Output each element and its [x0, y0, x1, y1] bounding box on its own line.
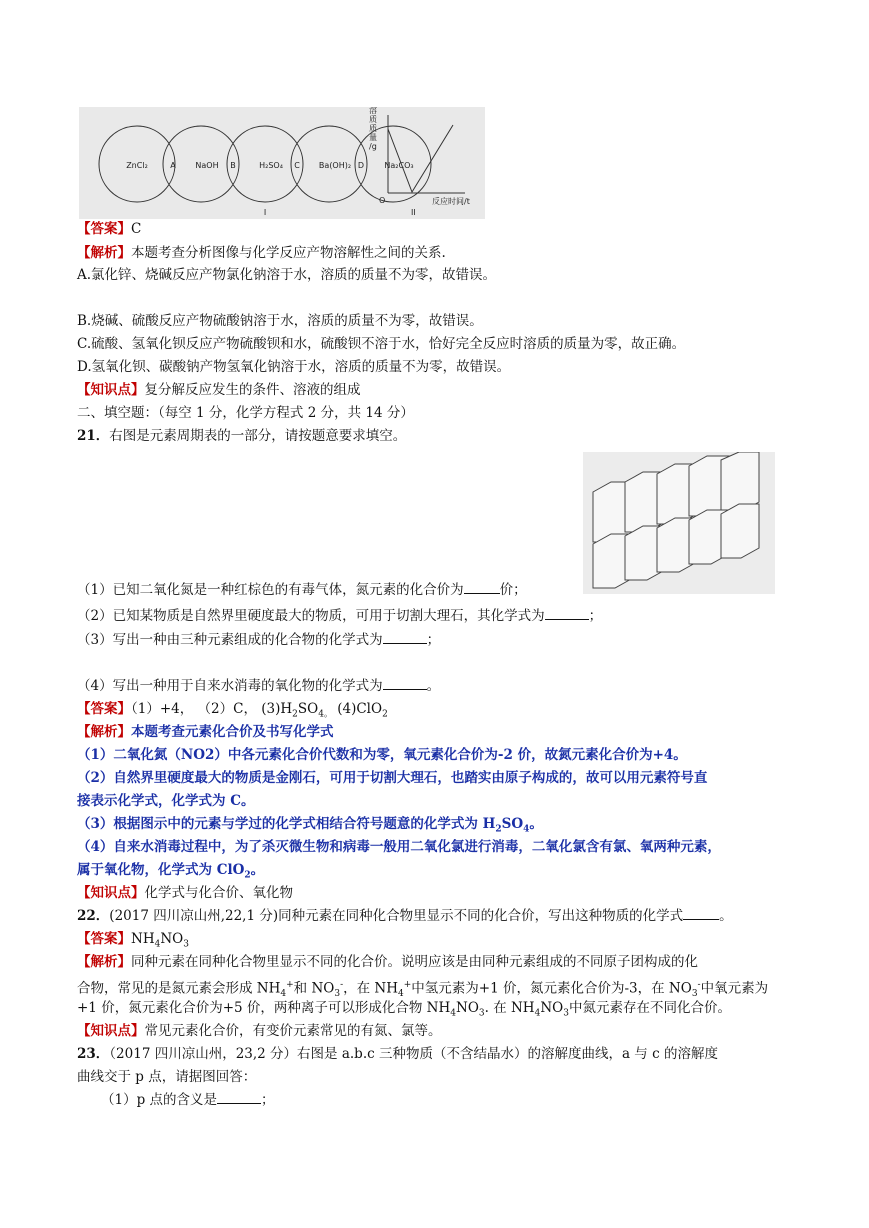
q21-sub-2: [77, 607, 602, 625]
q21-sub-3: [77, 631, 440, 649]
question-number: 21．: [77, 428, 110, 444]
q22-knowledge-point: [77, 1022, 442, 1040]
text-part: 。: [250, 862, 265, 878]
text-part: ，在 NH: [343, 980, 399, 997]
circle-label-5: Na₂CO₃: [384, 161, 414, 170]
sub-4-end: 。: [426, 678, 441, 694]
text-part: 和 NO: [293, 980, 335, 997]
text-part: 。: [529, 816, 543, 832]
question-number: 23．: [77, 1046, 110, 1062]
mass-curve: [388, 125, 453, 192]
subscript: 3: [183, 939, 189, 950]
sub-2-text: （2）已知某物质是自然界里硬度最大的物质，可用于切割大理石，其化学式为: [77, 608, 545, 624]
analysis-text: 本题考查分析图像与化学反应产物溶解性之间的关系.: [131, 245, 446, 261]
superscript: +: [403, 980, 412, 990]
superscript: -: [697, 980, 701, 990]
kp-tag: 【知识点】: [77, 885, 145, 901]
gap-label-b: B: [230, 161, 236, 170]
q23-stem-2: 曲线交于 p 点，请据图回答：: [77, 1069, 257, 1085]
text-part: 中氧元素为: [700, 980, 769, 997]
answer-part: NH: [131, 931, 155, 947]
block-bottom-5: [721, 504, 759, 558]
q22-answer: [77, 930, 189, 954]
q21-answer: [77, 700, 388, 724]
sub-1-end: 价；: [499, 582, 527, 598]
sub-1-text: （1）p 点的含义是: [101, 1092, 218, 1108]
circle-label-3: H₂SO₄: [259, 161, 283, 170]
x-axis-label: 反应时间/t: [432, 197, 470, 206]
answer-blank-3[interactable]: [383, 631, 427, 644]
subscript: 3: [563, 1008, 569, 1019]
analysis-tag: 【解析】: [77, 724, 131, 740]
kp-text: 化学式与化合价、氧化物: [144, 885, 293, 901]
sub-1-end: ；: [261, 1092, 275, 1108]
text-part: 中氢元素为+1 价，氮元素化合价为-3，在 NO: [411, 980, 692, 997]
sub-3-text: （3）写出一种由三种元素组成的化合物的化学式为: [77, 632, 383, 648]
superscript: +: [286, 980, 294, 990]
reaction-figure: [79, 107, 485, 219]
subscript: 4: [523, 824, 530, 835]
answer-part: NO: [160, 931, 184, 947]
circle-label-2: NaOH: [195, 161, 219, 170]
gap-label-c: C: [294, 161, 300, 170]
kp-tag: 【知识点】: [77, 1023, 145, 1039]
answer-blank-4[interactable]: [383, 677, 427, 690]
question-text: 右图是元素周期表的一部分，请按题意要求填空。: [109, 428, 407, 444]
q21-analysis-3: [77, 815, 543, 839]
figure-label-i: I: [263, 208, 267, 217]
subscript: 4: [450, 1008, 456, 1019]
answer-part: (4)ClO: [332, 701, 383, 717]
q21-knowledge-point: [77, 884, 293, 902]
analysis-tag: 【解析】: [77, 245, 131, 261]
analysis-text: 本题考查元素化合价及书写化学式: [131, 724, 334, 740]
text-part: NO: [456, 1000, 479, 1016]
kp-text: 复分解反应发生的条件、溶液的组成: [144, 382, 361, 398]
subscript: 3: [334, 989, 341, 1000]
section-2-heading: 二、填空题：（每空 1 分，化学方程式 2 分，共 14 分）: [77, 405, 414, 421]
q20-option-b: B.烧碱、硫酸反应产物硫酸钠溶于水，溶质的质量不为零，故错误。: [77, 313, 483, 329]
subscript: 2: [292, 709, 298, 720]
figure-label-ii: II: [411, 208, 416, 217]
text-part: SO: [501, 816, 524, 832]
question-number: 22．: [77, 908, 110, 924]
subscript: 4。: [318, 709, 333, 720]
q21-analysis-4b: [77, 861, 264, 885]
question-end: 。: [719, 908, 733, 924]
q23-stem-1: [77, 1045, 718, 1063]
circle-label-1: ZnCl₂: [126, 161, 148, 170]
q20-analysis: [77, 244, 446, 262]
text-part: （3）根据图示中的元素与学过的化学式相结合符号题意的化学式为 H: [77, 816, 496, 832]
subscript: 2: [244, 870, 251, 881]
q21-sub-1: [77, 581, 527, 599]
answer-tag: 【答案】: [77, 931, 131, 947]
text-part: +1 价，氮元素化合价为+5 价，两种离子可以形成化合物 NH: [77, 1000, 451, 1016]
q20-option-c: C.硫酸、氢氧化钡反应产物硫酸钡和水，硫酸钡不溶于水，恰好完全反应时溶质的质量为零，故正确。: [77, 336, 686, 352]
answer-blank-2[interactable]: [545, 607, 589, 620]
analysis-text: 同种元素在同种化合物里显示不同的化合价。说明应该是由同种元素组成的不同原子团构成的化: [131, 954, 698, 970]
q22-stem: [77, 907, 733, 925]
answer-part: SO: [297, 701, 319, 717]
subscript: 4: [280, 989, 287, 1000]
sub-2-end: ；: [588, 608, 603, 624]
periodic-table-blocks-figure: [583, 452, 775, 594]
text-part: 属于氧化物，化学式为 ClO: [77, 862, 245, 878]
q20-option-d: D.氢氧化钡、碳酸钠产物氢氧化钠溶于水，溶质的质量不为零，故错误。: [77, 359, 511, 375]
answer-blank-1[interactable]: [464, 581, 500, 594]
question-text: (2017 四川凉山州,22,1 分)同种元素在同种化合物里显示不同的化合价，写出这种物质的化学式: [109, 908, 684, 924]
kp-text: 常见元素化合价，有变价元素常见的有氮、氯等。: [144, 1023, 442, 1039]
answer-tag: 【答案】: [77, 221, 131, 237]
y-axis-label: 溶质质量/g: [369, 107, 377, 151]
q21-analysis-2b: 接表示化学式，化学式为 C。: [77, 793, 255, 809]
q21-sub-4: [77, 677, 440, 695]
answer-blank-q22[interactable]: [683, 907, 719, 920]
blocks-svg: [583, 452, 775, 594]
question-text: （2017 四川凉山州，23,2 分）右图是 a.b.c 三种物质（不含结晶水）的溶解度曲线，a 与 c 的溶解度: [109, 1046, 718, 1062]
answer-blank-q23[interactable]: [217, 1091, 261, 1104]
circle-label-4: Ba(OH)₂: [318, 161, 352, 170]
sub-1-text: （1）已知二氧化氮是一种红棕色的有毒气体，氮元素的化合价为: [77, 582, 464, 598]
origin-label: O: [379, 196, 386, 205]
q23-sub-1: [101, 1091, 275, 1109]
subscript: 4: [398, 989, 404, 1000]
sub-3-end: ；: [426, 632, 441, 648]
gap-label-d: D: [357, 161, 365, 170]
q21-analysis-2a: （2）自然界里硬度最大的物质是金刚石，可用于切割大理石，也踏实由原子构成的，故可以用元素符号直: [77, 770, 708, 786]
gap-label-a: A: [170, 161, 176, 170]
subscript: 3: [691, 989, 698, 1000]
q22-analysis-1: [77, 953, 698, 971]
text-part: . 在 NH: [484, 1000, 535, 1016]
subscript: 2: [495, 824, 502, 835]
subscript: 4: [154, 939, 161, 950]
q22-analysis-3: [77, 999, 731, 1023]
q20-option-a: A.氯化锌、烧碱反应产物氯化钠溶于水，溶质的质量不为零，故错误。: [77, 267, 497, 283]
answer-part: （1）+4， （2）C， (3)H: [131, 701, 293, 717]
q21-analysis-1: （1）二氧化氮（NO2）中各元素化合价代数和为零，氧元素化合价为-2 价，故氮元素化合价为+4。: [77, 747, 687, 763]
q21-analysis-4a: （4）自来水消毒过程中，为了杀灭微生物和病毒一般用二氧化氯进行消毒，二氧化氯含有氯、氧两种元素，: [77, 839, 721, 855]
text-part: 合物，常见的是氮元素会形成 NH: [77, 980, 281, 997]
q20-answer: [77, 220, 141, 238]
q20-knowledge-point: [77, 381, 361, 399]
text-part: NO: [540, 1000, 564, 1016]
reaction-figure-svg: [79, 107, 485, 219]
subscript: 4: [534, 1008, 541, 1019]
superscript: -: [340, 980, 344, 990]
q21-analysis: [77, 723, 334, 741]
answer-tag: 【答案】: [77, 701, 131, 717]
sub-4-text: （4）写出一种用于自来水消毒的氧化物的化学式为: [77, 678, 383, 694]
kp-tag: 【知识点】: [77, 382, 145, 398]
subscript: 2: [382, 709, 388, 720]
text-part: 中氮元素存在不同化合价。: [568, 1000, 731, 1016]
subscript: 3: [478, 1008, 485, 1019]
block-top-5: [721, 452, 759, 512]
analysis-tag: 【解析】: [77, 954, 131, 970]
answer-text: C: [131, 221, 142, 237]
q21-stem: [77, 427, 406, 445]
